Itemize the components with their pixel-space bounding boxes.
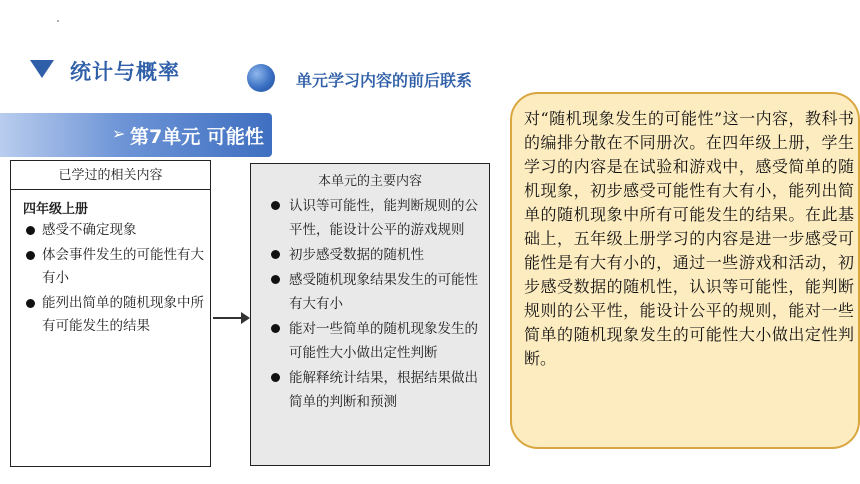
bullet-icon [26, 226, 35, 235]
list-item [26, 219, 204, 242]
list-item [271, 194, 479, 242]
list-item-text: 能列出简单的随机现象中所有可能发生的结果 [42, 295, 204, 334]
list-item [271, 268, 479, 316]
arrow-right-icon: ➢ [112, 124, 126, 143]
bullet-icon [271, 324, 280, 333]
list-item [26, 292, 204, 338]
list-item-text: 感受不确定现象 [42, 222, 137, 238]
decorative-dot [57, 20, 59, 22]
note-text: 对“随机现象发生的可能性”这一内容，教科书的编排分散在不同册次。在四年级上册，学生学习的内容是在试验和游戏中，感受简单的随机现象，初步感受可能性有大有小，能列出简单的随机现象中所有可能发生的结果。在此基础上，五年级上册学习的内容是进一步感受可能性是有大有小的，通过一些游戏和活动，初步感受数据的随机性，认识等可能性，能判断规则的公平性，能设计公平的规则，能对一些简单的随机现象发生的可能性大小做出定性判断。 [524, 109, 854, 368]
unit-content-box [250, 163, 490, 466]
blue-sphere-icon [247, 64, 275, 92]
learned-list [26, 219, 204, 338]
bullet-icon [271, 373, 280, 382]
list-item-text: 能解释统计结果，根据结果做出简单的判断和预测 [289, 370, 478, 410]
list-item [271, 317, 479, 365]
list-item-text: 能对一些简单的随机现象发生的可能性大小做出定性判断 [289, 321, 478, 361]
section-title: 统计与概率 [70, 60, 180, 84]
bullet-icon [271, 250, 280, 259]
down-triangle-icon [30, 60, 54, 78]
list-item-text: 感受随机现象结果发生的可能性有大有小 [289, 272, 478, 312]
list-item [26, 244, 204, 290]
unit-list [271, 194, 479, 414]
list-item-text: 体会事件发生的可能性有大有小 [42, 247, 204, 286]
bullet-icon [271, 201, 280, 210]
list-item [271, 366, 479, 414]
learned-content-box [10, 160, 211, 467]
learned-box-heading: 已学过的相关内容 [11, 161, 210, 190]
arrow-head-icon [241, 312, 250, 324]
learned-box-grade: 四年级上册 [23, 202, 89, 217]
unit-banner-label: 第7单元 可能性 [130, 126, 264, 148]
bullet-icon [26, 251, 35, 260]
bullet-icon [26, 299, 35, 308]
section-subtitle: 单元学习内容的前后联系 [296, 71, 473, 90]
bullet-icon [271, 275, 280, 284]
list-item-text: 初步感受数据的随机性 [289, 247, 424, 263]
connector-line [213, 317, 243, 319]
list-item-text: 认识等可能性，能判断规则的公平性，能设计公平的游戏规则 [289, 198, 478, 238]
list-item [271, 243, 479, 267]
unit-box-heading: 本单元的主要内容 [317, 174, 422, 189]
